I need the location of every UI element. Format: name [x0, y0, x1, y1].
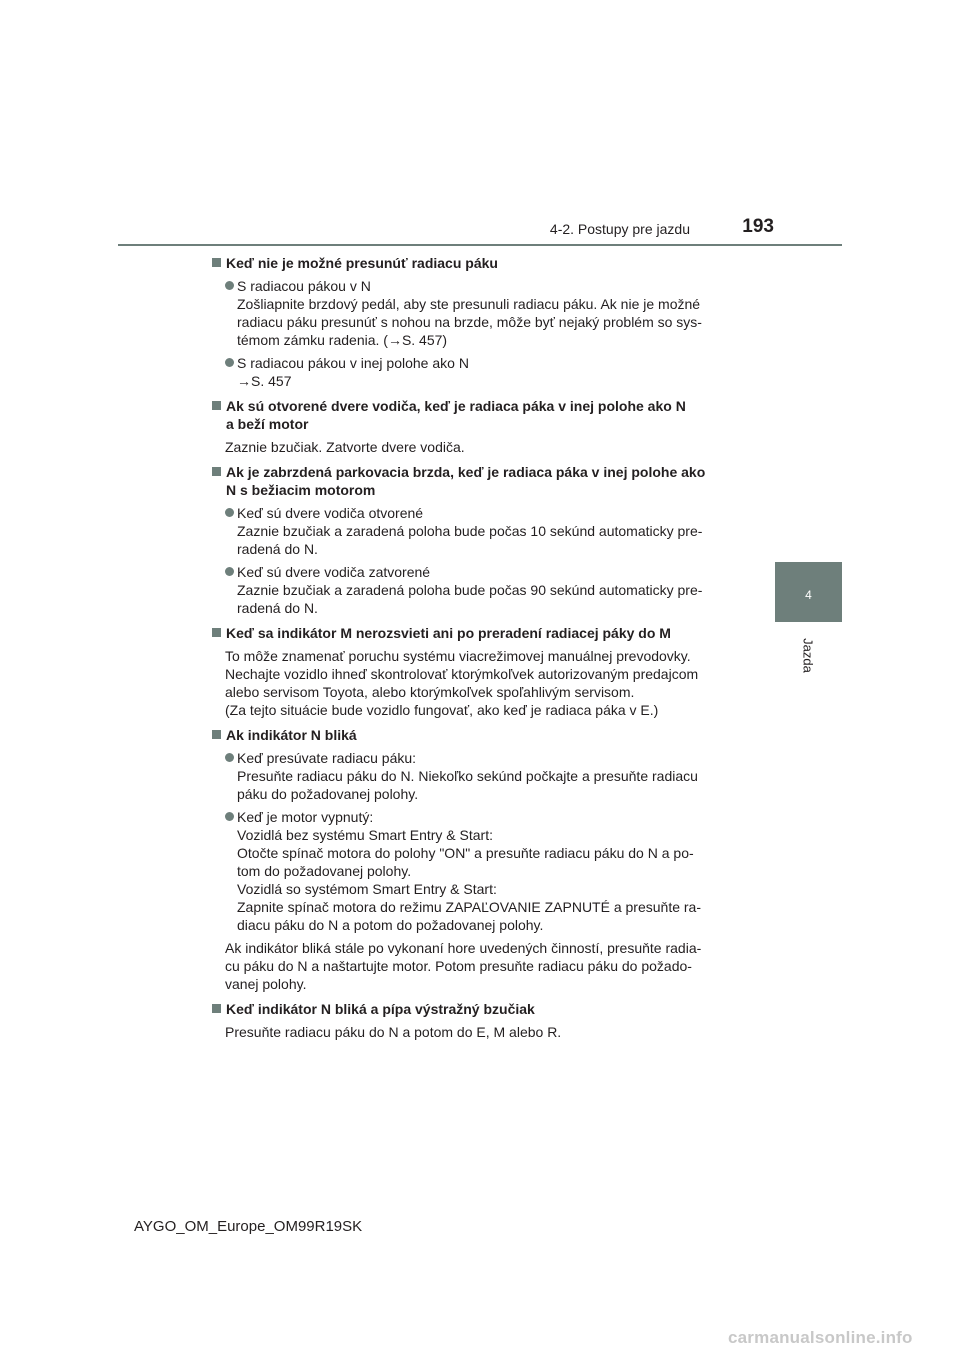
bullet-title: S radiacou pákou v N [237, 278, 371, 294]
paragraph: Presuňte radiacu páku do N a potom do E, M alebo R. [225, 1024, 562, 1040]
section-heading [212, 254, 752, 272]
footer-document-code: AYGO_OM_Europe_OM99R19SK [134, 1218, 363, 1235]
bullet-line: Vozidlá bez systému Smart Entry & Start: [237, 827, 493, 843]
chapter-tab-label: Jazda [800, 638, 816, 673]
heading-text: Keď nie je možné presunúť radiacu páku [226, 255, 498, 271]
section-heading [212, 1000, 752, 1018]
paragraph-line: Nechajte vozidlo ihneď skontrolovať ktorýmkoľvek autorizovaným predajcom [225, 666, 699, 682]
bullet-item [212, 504, 752, 558]
bullet-line: Zaznie bzučiak a zaradená poloha bude počas 10 sekúnd automaticky pre- [237, 523, 703, 539]
bullet-line: Zaznie bzučiak a zaradená poloha bude počas 90 sekúnd automaticky pre- [237, 582, 703, 598]
bullet-title: Keď sú dvere vodiča otvorené [237, 505, 424, 521]
heading-text: N s bežiacim motorom [226, 482, 376, 498]
square-bullet-icon [212, 730, 221, 739]
bullet-line: radiacu páku presunúť s nohou na brzde, môže byť nejaký problém so sys- [237, 314, 702, 330]
bullet-line: Vozidlá so systémom Smart Entry & Start: [237, 881, 497, 897]
watermark-text: carmanualsonline.info [728, 1328, 913, 1347]
header-section-title: 4-2. Postupy pre jazdu [549, 221, 690, 237]
bullet-title: S radiacou pákou v inej polohe ako N [237, 355, 469, 371]
heading-text: Keď indikátor N bliká a pípa výstražný bzučiak [226, 1001, 535, 1017]
round-bullet-icon [225, 358, 234, 367]
bullet-item [212, 354, 752, 390]
square-bullet-icon [212, 1004, 221, 1013]
heading-text: Ak sú otvorené dvere vodiča, keď je radiaca páka v inej polohe ako N [226, 398, 686, 414]
square-bullet-icon [212, 258, 221, 267]
heading-text: a beží motor [226, 416, 309, 432]
chapter-tab-number: 4 [805, 588, 812, 602]
bullet-line: témom zámku radenia. (→S. 457) [237, 332, 448, 348]
bullet-line: Zošliapnite brzdový pedál, aby ste presunuli radiacu páku. Ak nie je možné [237, 296, 701, 312]
bullet-item [212, 808, 752, 934]
paragraph-line: To môže znamenať poruchu systému viacrežimovej manuálnej prevodovky. [225, 648, 691, 664]
heading-text: Ak indikátor N bliká [226, 727, 357, 743]
square-bullet-icon [212, 401, 221, 410]
paragraph-line: vanej polohy. [225, 976, 307, 992]
heading-text: Keď sa indikátor M nerozsvieti ani po preradení radiacej páky do M [226, 625, 671, 641]
section-heading [212, 624, 752, 642]
paragraph-line: Ak indikátor bliká stále po vykonaní hore uvedených činností, presuňte radia- [225, 940, 702, 956]
bullet-line: radená do N. [237, 541, 318, 557]
round-bullet-icon [225, 567, 234, 576]
round-bullet-icon [225, 753, 234, 762]
paragraph [212, 939, 752, 993]
page-content [212, 254, 752, 1046]
round-bullet-icon [225, 508, 234, 517]
section-heading [212, 397, 752, 433]
section-heading [212, 463, 752, 499]
bullet-item [212, 277, 752, 349]
bullet-line: Zapnite spínač motora do režimu ZAPAĽOVANIE ZAPNUTÉ a presuňte ra- [237, 899, 701, 915]
bullet-title: Keď je motor vypnutý: [237, 809, 374, 825]
square-bullet-icon [212, 628, 221, 637]
paragraph-line: alebo servisom Toyota, alebo ktorýmkoľvek spoľahlivým servisom. [225, 684, 635, 700]
bullet-line: Otočte spínač motora do polohy "ON" a presuňte radiacu páku do N a po- [237, 845, 694, 861]
chapter-tab [775, 562, 842, 622]
bullet-item [212, 563, 752, 617]
bullet-line: radená do N. [237, 600, 318, 616]
header-divider [118, 244, 842, 246]
heading-text: Ak je zabrzdená parkovacia brzda, keď je radiaca páka v inej polohe ako [226, 464, 706, 480]
bullet-title: Keď presúvate radiacu páku: [237, 750, 417, 766]
bullet-title: Keď sú dvere vodiča zatvorené [237, 564, 431, 580]
paragraph: Zaznie bzučiak. Zatvorte dvere vodiča. [225, 439, 465, 455]
page-number: 193 [742, 216, 774, 237]
square-bullet-icon [212, 467, 221, 476]
bullet-item [212, 749, 752, 803]
bullet-line: Presuňte radiacu páku do N. Niekoľko sekúnd počkajte a presuňte radiacu [237, 768, 698, 784]
paragraph-line: cu páku do N a naštartujte motor. Potom presuňte radiacu páku do požado- [225, 958, 692, 974]
round-bullet-icon [225, 281, 234, 290]
bullet-line: →S. 457 [237, 373, 292, 389]
bullet-line: páku do požadovanej polohy. [237, 786, 419, 802]
round-bullet-icon [225, 812, 234, 821]
bullet-line: diacu páku do N a potom do požadovanej polohy. [237, 917, 544, 933]
paragraph [212, 647, 752, 719]
bullet-line: tom do požadovanej polohy. [237, 863, 412, 879]
section-heading [212, 726, 752, 744]
paragraph-line: (Za tejto situácie bude vozidlo fungovať, ako keď je radiaca páka v E.) [225, 702, 659, 718]
